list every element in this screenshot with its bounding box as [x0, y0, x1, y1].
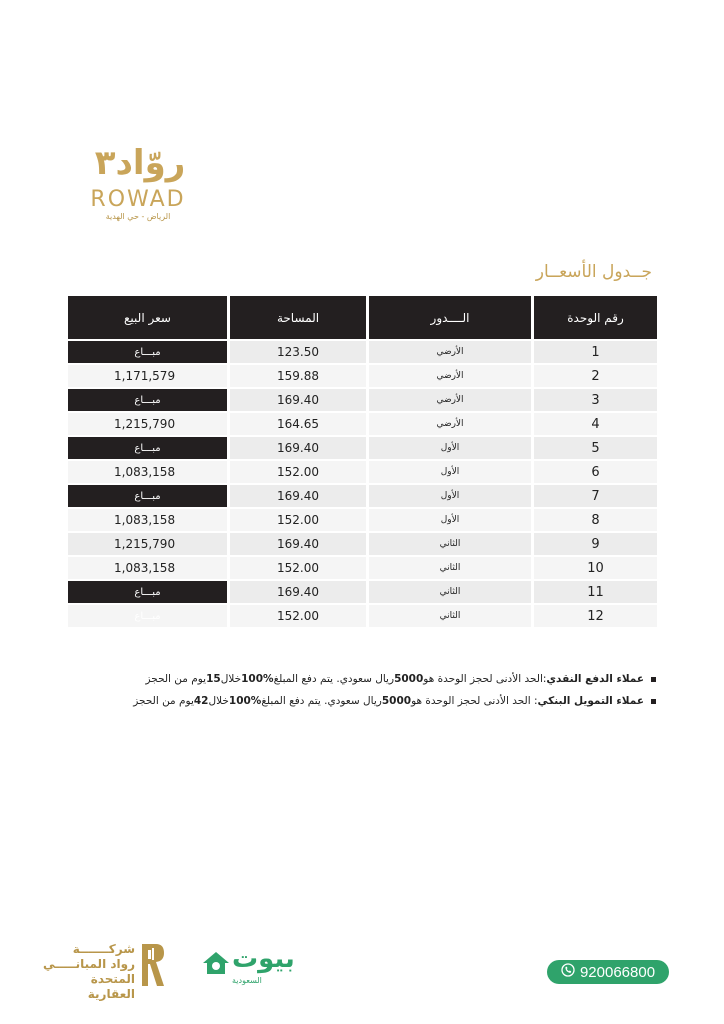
cell-area: 169.40 — [230, 389, 366, 411]
note-text: خلال — [220, 673, 242, 685]
table-row — [68, 485, 657, 507]
cell-floor: الأرضي — [369, 365, 531, 387]
cell-area: 169.40 — [230, 533, 366, 555]
cell-floor: الأول — [369, 461, 531, 483]
cell-floor: الأول — [369, 509, 531, 531]
table-header — [68, 296, 657, 339]
cell-unit: 10 — [534, 557, 657, 579]
table-row — [68, 437, 657, 459]
bullet-icon — [651, 677, 656, 682]
cell-price: 1,215,790 — [68, 533, 227, 555]
cell-price: مبـــاع — [68, 437, 227, 459]
cell-area: 159.88 — [230, 365, 366, 387]
header-price: سعر البيع — [68, 296, 227, 339]
note-text: يوم من الحجز — [133, 695, 194, 707]
phone-badge[interactable] — [547, 960, 669, 984]
note-percent: 100% — [228, 695, 262, 707]
company-line2: رواد المبانـــــي — [42, 957, 135, 971]
cell-unit: 9 — [534, 533, 657, 555]
note-label: عملاء الدفع النقدي — [546, 673, 644, 685]
cell-floor: الأول — [369, 437, 531, 459]
table-title: جــدول الأسعــار — [535, 262, 652, 282]
note-text: :الحد الأدنى لحجز الوحدة هو — [423, 673, 547, 685]
cell-unit: 8 — [534, 509, 657, 531]
cell-floor: الأرضي — [369, 389, 531, 411]
note-amount: 5000 — [381, 695, 412, 707]
note-days: 15 — [206, 673, 221, 685]
cell-unit: 1 — [534, 341, 657, 363]
table-row — [68, 509, 657, 531]
cell-area: 123.50 — [230, 341, 366, 363]
price-table — [68, 296, 657, 627]
table-row — [68, 365, 657, 387]
cell-floor: الأول — [369, 485, 531, 507]
cell-price: مبـــاع — [68, 605, 227, 627]
house-icon — [202, 951, 230, 979]
note-label: عملاء التمويل البنكي — [537, 695, 644, 707]
table-row — [68, 341, 657, 363]
note-text: ريال سعودي. يتم دفع المبلغ — [261, 695, 382, 707]
note-percent: 100% — [241, 673, 274, 685]
cell-area: 152.00 — [230, 605, 366, 627]
table-row — [68, 461, 657, 483]
logo-subtitle: الرياض - حي الهدية — [105, 212, 171, 221]
company-line1: شركـــــــة — [72, 942, 135, 956]
note-amount: 5000 — [394, 673, 424, 685]
cell-unit: 12 — [534, 605, 657, 627]
header-unit: رقم الوحدة — [534, 296, 657, 339]
cell-price: 1,215,790 — [68, 413, 227, 435]
cell-area: 152.00 — [230, 461, 366, 483]
note-text: : الحد الأدنى لحجز الوحدة هو — [411, 695, 538, 707]
table-row — [68, 413, 657, 435]
logo-arabic-text: روّاد٣ — [94, 143, 186, 183]
cell-unit: 4 — [534, 413, 657, 435]
cell-unit: 11 — [534, 581, 657, 603]
cell-floor: الثاني — [369, 605, 531, 627]
table-row — [68, 581, 657, 603]
cell-price: 1,171,579 — [68, 365, 227, 387]
phone-icon — [561, 963, 575, 981]
note-text: خلال — [208, 695, 229, 707]
note-text: ريال سعودي. يتم دفع المبلغ — [273, 673, 395, 685]
cell-unit: 6 — [534, 461, 657, 483]
cell-price: 1,083,158 — [68, 461, 227, 483]
cell-area: 152.00 — [230, 509, 366, 531]
bullet-icon — [651, 699, 656, 704]
payment-notes — [56, 668, 656, 712]
cell-area: 169.40 — [230, 581, 366, 603]
cell-price: 1,083,158 — [68, 509, 227, 531]
company-line3: المتحدة العقارية — [87, 972, 135, 1001]
cell-price: مبـــاع — [68, 581, 227, 603]
byoot-title: بيوت — [232, 944, 295, 974]
header-floor: الــــدور — [369, 296, 531, 339]
table-row — [68, 605, 657, 627]
cell-price: 1,083,158 — [68, 557, 227, 579]
cell-price: مبـــاع — [68, 389, 227, 411]
cell-price: مبـــاع — [68, 485, 227, 507]
rowad-logo-mark — [80, 140, 200, 212]
company-name — [40, 942, 135, 1002]
table-row — [68, 557, 657, 579]
cell-unit: 3 — [534, 389, 657, 411]
cell-unit: 7 — [534, 485, 657, 507]
phone-number: 920066800 — [579, 963, 656, 981]
cell-floor: الأرضي — [369, 341, 531, 363]
cell-area: 152.00 — [230, 557, 366, 579]
note-text: يوم من الحجز — [145, 673, 207, 685]
cell-unit: 2 — [534, 365, 657, 387]
cell-floor: الثاني — [369, 557, 531, 579]
table-body — [68, 341, 657, 627]
cell-floor: الأرضي — [369, 413, 531, 435]
cell-floor: الثاني — [369, 581, 531, 603]
note-bank — [56, 690, 656, 712]
cell-price: مبـــاع — [68, 341, 227, 363]
note-cash — [56, 668, 656, 690]
logo-latin-text: ROWAD — [90, 187, 186, 212]
byoot-subtitle: السعودية — [232, 976, 262, 985]
header-area: المساحة — [230, 296, 366, 339]
company-logo-icon — [140, 942, 166, 992]
cell-area: 164.65 — [230, 413, 366, 435]
cell-floor: الثاني — [369, 533, 531, 555]
note-days: 42 — [193, 695, 209, 707]
table-row — [68, 389, 657, 411]
cell-area: 169.40 — [230, 437, 366, 459]
table-row — [68, 533, 657, 555]
cell-area: 169.40 — [230, 485, 366, 507]
cell-unit: 5 — [534, 437, 657, 459]
